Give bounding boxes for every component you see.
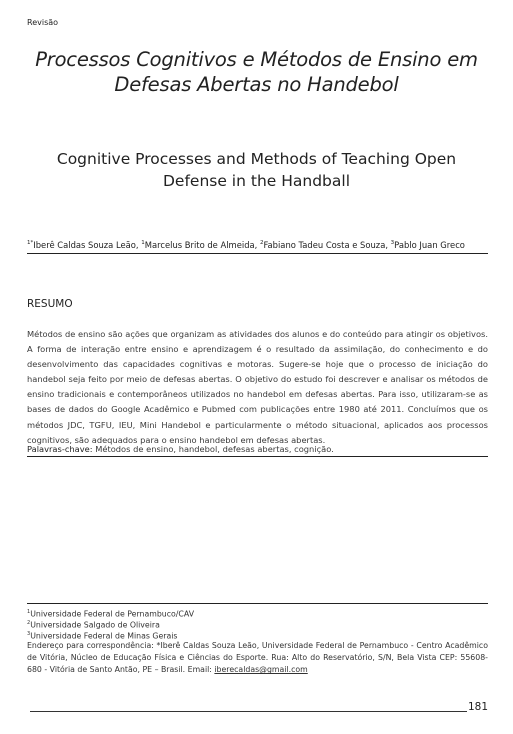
abstract-divider bbox=[27, 456, 488, 457]
page-number: 181 bbox=[468, 701, 489, 713]
email-link[interactable]: iberecaldas@gmail.com bbox=[214, 665, 308, 675]
correspondence-address bbox=[27, 640, 488, 677]
author: $^3$Pablo Juan Greco bbox=[390, 240, 465, 250]
authors-divider bbox=[27, 253, 488, 254]
affiliation: $^1$Universidade Federal de Pernambuco/CAV bbox=[27, 609, 195, 619]
title-en-line-1: Cognitive Processes and Methods of Teaching Open bbox=[56, 150, 457, 168]
correspondence-text: Endereço para correspondência: *Iberê Caldas Souza Leão, Universidade Federal de Pernambuco - Centro Acadêmico de Vitória, Núcleo de Educação Física e Ciências do Esporte. Rua: Alto do Reservatório, S/N, Bela Vista CEP: 55608-680 - Vitória de Santo Antão, PE – Brasil. Email: bbox=[27, 641, 488, 675]
keywords-text: Métodos de ensino, handebol, defesas abertas, cognição. bbox=[95, 444, 334, 454]
title-pt-line-2: Defesas Abertas no Handebol bbox=[114, 73, 399, 96]
keywords bbox=[27, 443, 334, 455]
title-en-line-2: Defense in the Handball bbox=[162, 172, 350, 190]
abstract-body: Métodos de ensino são ações que organizam as atividades dos alunos e do conteúdo para atingir os objetivos. A forma de interação entre ensino e aprendizagem é o resultado da assimilação, do conhecimento e do desenvolvimento das capacidades cognitivas e motoras. Sugere-se hoje que o processo de iniciação do handebol seja feito por meio de defesas abertas. O objetivo do estudo foi descrever e analisar os métodos de ensino tradicionais e contemporâneos utilizados no handebol em defesas abertas. Para isso, utilizaram-se as bases de dados do Google Acadêmico e Pubmed com publicações entre 1980 até 2011. Concluímos que os métodos JDC, TGFU, IEU, Mini Handebol e particularmente o método situacional, aplicados aos processos cognitivos, são adequados para o ensino handebol em defesas abertas. bbox=[27, 329, 488, 445]
abstract-heading: RESUMO bbox=[27, 298, 73, 310]
affiliation: $^3$Universidade Federal de Minas Gerais bbox=[27, 631, 178, 641]
title-pt-line-1: Processos Cognitivos e Métodos de Ensino em bbox=[35, 48, 478, 71]
author: $^2$Fabiano Tadeu Costa e Souza, bbox=[259, 240, 388, 250]
section-label: Revisão bbox=[27, 18, 59, 27]
author: $^{1*}$Iberê Caldas Souza Leão, bbox=[27, 240, 139, 250]
footnote-divider bbox=[27, 603, 488, 604]
author: $^1$Marcelus Brito de Almeida, bbox=[141, 240, 258, 250]
author-list bbox=[27, 240, 465, 250]
article-title-english bbox=[30, 148, 483, 192]
article-title-portuguese bbox=[30, 47, 483, 97]
keywords-label: Palavras-chave: bbox=[27, 444, 93, 454]
footer-rule bbox=[30, 711, 467, 712]
affiliation: $^2$Universidade Salgado de Oliveira bbox=[27, 620, 160, 630]
